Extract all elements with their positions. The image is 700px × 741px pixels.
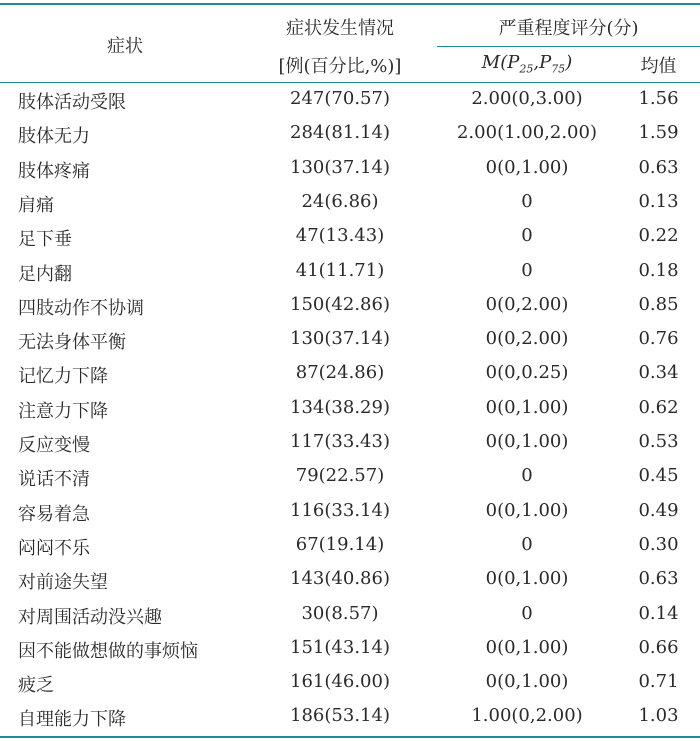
- header-mean: 均值: [640, 56, 677, 77]
- table-row: [0, 323, 700, 357]
- median-value: 0(0,0.25): [485, 362, 569, 384]
- occurrence-value: 150(42.86): [290, 293, 390, 315]
- symptom-name: 因不能做想做的事烦恼: [18, 640, 198, 662]
- mean-value: 1.03: [638, 705, 679, 727]
- median-value: 0(0,1.00): [485, 431, 569, 452]
- mean-value: 0.71: [638, 671, 679, 693]
- median-value: 2.00(1.00,2.00): [456, 122, 597, 144]
- table-row: [0, 495, 700, 529]
- median-value: 0(0,1.00): [485, 568, 569, 590]
- table-row: [0, 426, 700, 460]
- symptom-name: 说话不清: [18, 469, 90, 491]
- median-value: 0: [521, 259, 533, 281]
- occurrence-value: 130(37.14): [290, 156, 390, 178]
- occurrence-value: 41(11.71): [295, 259, 385, 281]
- median-value: 1.00(0,2.00): [471, 705, 583, 727]
- mean-value: 0.18: [638, 259, 679, 281]
- occurrence-value: 79(22.57): [295, 465, 385, 487]
- header-symptom: 症状: [107, 36, 143, 57]
- mean-value: 0.49: [638, 499, 679, 521]
- occurrence-value: 130(37.14): [290, 328, 390, 350]
- occurrence-value: 161(46.00): [290, 671, 390, 693]
- table-row: [0, 357, 700, 391]
- symptom-name: 肢体无力: [18, 126, 90, 148]
- mean-value: 0.63: [638, 156, 679, 178]
- symptom-name: 足下垂: [18, 229, 72, 251]
- median-value: 2.00(0,3.00): [471, 88, 583, 109]
- occurrence-value: 143(40.86): [290, 568, 390, 590]
- occurrence-value: 117(33.43): [290, 431, 390, 452]
- occurrence-value: 247(70.57): [290, 88, 390, 109]
- occurrence-value: 30(8.57): [301, 602, 379, 624]
- occurrence-value: 24(6.86): [301, 190, 379, 212]
- symptom-name: 肢体活动受限: [18, 92, 126, 113]
- symptom-name: 注意力下降: [18, 400, 108, 422]
- median-value: 0(0,2.00): [485, 293, 569, 315]
- occurrence-value: 151(43.14): [290, 636, 390, 658]
- symptom-name: 无法身体平衡: [18, 332, 126, 354]
- header-median: $M(P_{25},P_{75})$: [481, 52, 573, 76]
- occurrence-value: 116(33.14): [290, 499, 390, 521]
- symptom-name: 肩痛: [18, 194, 54, 216]
- mean-value: 0.34: [638, 362, 679, 384]
- mean-value: 0.13: [638, 190, 679, 212]
- table-row: [0, 289, 700, 323]
- mean-value: 0.63: [638, 568, 679, 590]
- mean-value: 1.56: [638, 88, 679, 109]
- symptom-name: 对周围活动没兴趣: [18, 606, 162, 628]
- table-row: [0, 666, 700, 700]
- table-row: [0, 392, 700, 426]
- occurrence-value: 87(24.86): [295, 362, 385, 384]
- median-value: 0(0,1.00): [485, 499, 569, 521]
- median-value: 0: [521, 602, 533, 624]
- severity-sub-rule: [437, 46, 700, 47]
- mean-value: 0.53: [638, 431, 679, 452]
- mean-value: 0.30: [638, 533, 679, 555]
- occurrence-value: 284(81.14): [290, 122, 390, 144]
- symptom-name: 容易着急: [18, 503, 90, 525]
- mean-value: 0.62: [638, 396, 679, 418]
- occurrence-value: 134(38.29): [290, 396, 390, 418]
- mean-value: 0.76: [638, 328, 679, 350]
- symptom-name: 反应变慢: [18, 435, 90, 456]
- table-row: [0, 117, 700, 151]
- occurrence-value: 67(19.14): [295, 533, 385, 555]
- mean-value: 0.66: [638, 636, 679, 658]
- symptom-name: 记忆力下降: [18, 366, 108, 388]
- mean-value: 0.45: [638, 465, 679, 487]
- table-row: [0, 563, 700, 597]
- median-value: 0: [521, 190, 533, 212]
- symptom-name: 自理能力下降: [18, 709, 126, 731]
- bottom-rule: [0, 736, 700, 738]
- table-row: [0, 152, 700, 186]
- median-value: 0(0,2.00): [485, 328, 569, 350]
- median-value: 0(0,1.00): [485, 636, 569, 658]
- median-value: 0(0,1.00): [485, 396, 569, 418]
- table-row: [0, 220, 700, 254]
- occurrence-value: 186(53.14): [290, 705, 390, 727]
- header-severity: 严重程度评分(分): [498, 18, 639, 39]
- symptom-name: 四肢动作不协调: [18, 297, 144, 319]
- table-row: [0, 460, 700, 494]
- mean-value: 1.59: [638, 122, 679, 144]
- median-value: 0(0,1.00): [485, 156, 569, 178]
- table-row: [0, 632, 700, 666]
- symptom-name: 肢体疼痛: [18, 160, 90, 182]
- mean-value: 0.85: [638, 293, 679, 315]
- table-row: [0, 255, 700, 289]
- symptom-name: 足内翻: [18, 263, 72, 285]
- median-value: 0: [521, 465, 533, 487]
- table-row: [0, 529, 700, 563]
- symptom-name: 疲乏: [18, 675, 54, 697]
- median-value: 0: [521, 225, 533, 247]
- table-row: [0, 598, 700, 632]
- table-row: [0, 700, 700, 734]
- mean-value: 0.22: [638, 225, 679, 247]
- mean-value: 0.14: [638, 602, 679, 624]
- median-value: 0(0,1.00): [485, 671, 569, 693]
- table-row: [0, 83, 700, 117]
- header-occurrence: 症状发生情况: [286, 18, 394, 39]
- header-occurrence-unit: [例(百分比,%)]: [278, 56, 402, 77]
- table-row: [0, 186, 700, 220]
- occurrence-value: 47(13.43): [295, 225, 385, 247]
- symptom-name: 闷闷不乐: [18, 537, 90, 559]
- median-value: 0: [521, 533, 533, 555]
- top-rule: [0, 3, 700, 5]
- symptom-name: 对前途失望: [18, 572, 108, 594]
